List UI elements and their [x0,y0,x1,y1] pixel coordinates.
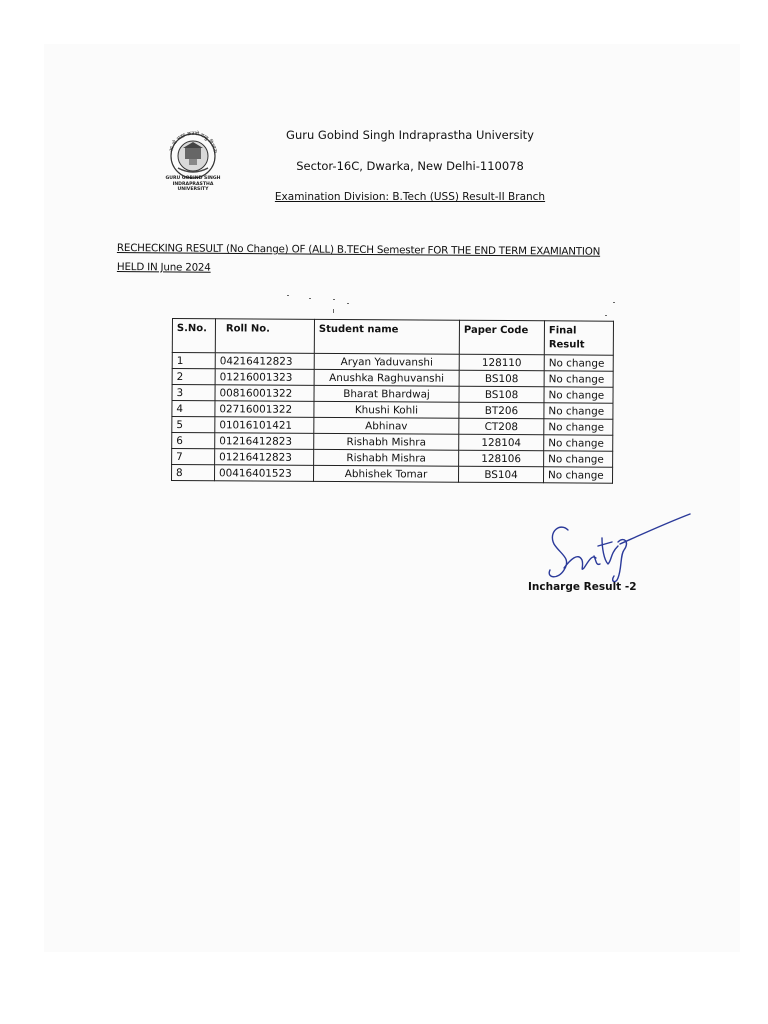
document-page [44,44,740,952]
notice-title-line-1: RECHECKING RESULT (No Change) OF (ALL) B.TECH Semester FOR THE END TERM EXAMIANTION [116,242,601,258]
university-logo [160,126,226,198]
cell-sno: 8 [172,465,215,481]
cell-final-result: No change [544,467,613,483]
university-emblem-icon [160,126,226,180]
logo-text-line-3: UNIVERSITY [177,187,209,192]
signatory-designation: Incharge Result -2 [528,581,637,593]
cell-roll-no: 00416401523 [215,465,314,482]
header-final-result [544,321,613,355]
header-sno: S.No. [172,319,215,353]
logo-text-line-2: INDRAPRASTHA [172,181,214,187]
cell-roll-no: 01216412823 [215,433,314,450]
examination-division: Examination Division: B.Tech (USS) Result-II Branch [274,191,546,203]
logo-text-line-1: GURU GOBIND SINGH [165,176,221,181]
cell-roll-no: 01216001323 [215,369,314,386]
header-roll-no: Roll No. [215,319,314,354]
cell-final-result: No change [544,371,613,387]
cell-paper-code: 128104 [459,434,544,451]
cell-roll-no: 00816001322 [215,385,314,402]
cell-final-result: No change [544,387,613,403]
cell-final-result: No change [544,435,613,451]
cell-student-name: Abhishek Tomar [314,465,459,482]
cell-final-result: No change [544,451,613,467]
logo-arc-text: आ नो भद्राः क्रतवो यन्तु विश्वतः [168,130,218,154]
cell-paper-code: 128110 [459,354,544,371]
cell-final-result: No change [544,419,613,435]
cell-sno: 2 [172,369,215,385]
notice-title-line-2: HELD IN June 2024 [116,261,211,274]
cell-roll-no: 02716001322 [215,401,314,418]
cell-paper-code: 128106 [459,450,544,467]
cell-student-name: Rishabh Mishra [314,449,459,466]
cell-student-name: Bharat Bhardwaj [314,385,459,402]
cell-sno: 5 [172,417,215,433]
cell-student-name: Anushka Raghuvanshi [314,369,459,386]
header-paper-code: Paper Code [459,320,544,355]
cell-paper-code: BS108 [459,370,544,387]
cell-paper-code: BS108 [459,386,544,403]
cell-sno: 1 [172,353,215,369]
cell-student-name: Khushi Kohli [314,401,459,418]
header-student-name: Student name [314,319,459,354]
cell-roll-no: 04216412823 [215,353,314,370]
cell-sno: 3 [172,385,215,401]
results-table [171,318,614,484]
cell-final-result: No change [544,355,613,371]
cell-roll-no: 01216412823 [215,449,314,466]
cell-student-name: Abhinav [314,417,459,434]
table-row [172,465,613,484]
cell-sno: 7 [172,449,215,465]
cell-roll-no: 01016101421 [215,417,314,434]
cell-sno: 4 [172,401,215,417]
cell-paper-code: BT206 [459,402,544,419]
cell-student-name: Rishabh Mishra [314,433,459,450]
cell-final-result: No change [544,403,613,419]
university-address: Sector-16C, Dwarka, New Delhi-110078 [296,159,524,173]
cell-paper-code: BS104 [459,466,544,483]
cell-paper-code: CT208 [459,418,544,435]
table-header-row [172,319,613,356]
cell-student-name: Aryan Yaduvanshi [314,353,459,370]
cell-sno: 6 [172,433,215,449]
header-final-result-line-2: Result [548,339,585,351]
university-name: Guru Gobind Singh Indraprastha University [286,128,534,142]
header-final-result-line-1: Final [548,325,577,337]
